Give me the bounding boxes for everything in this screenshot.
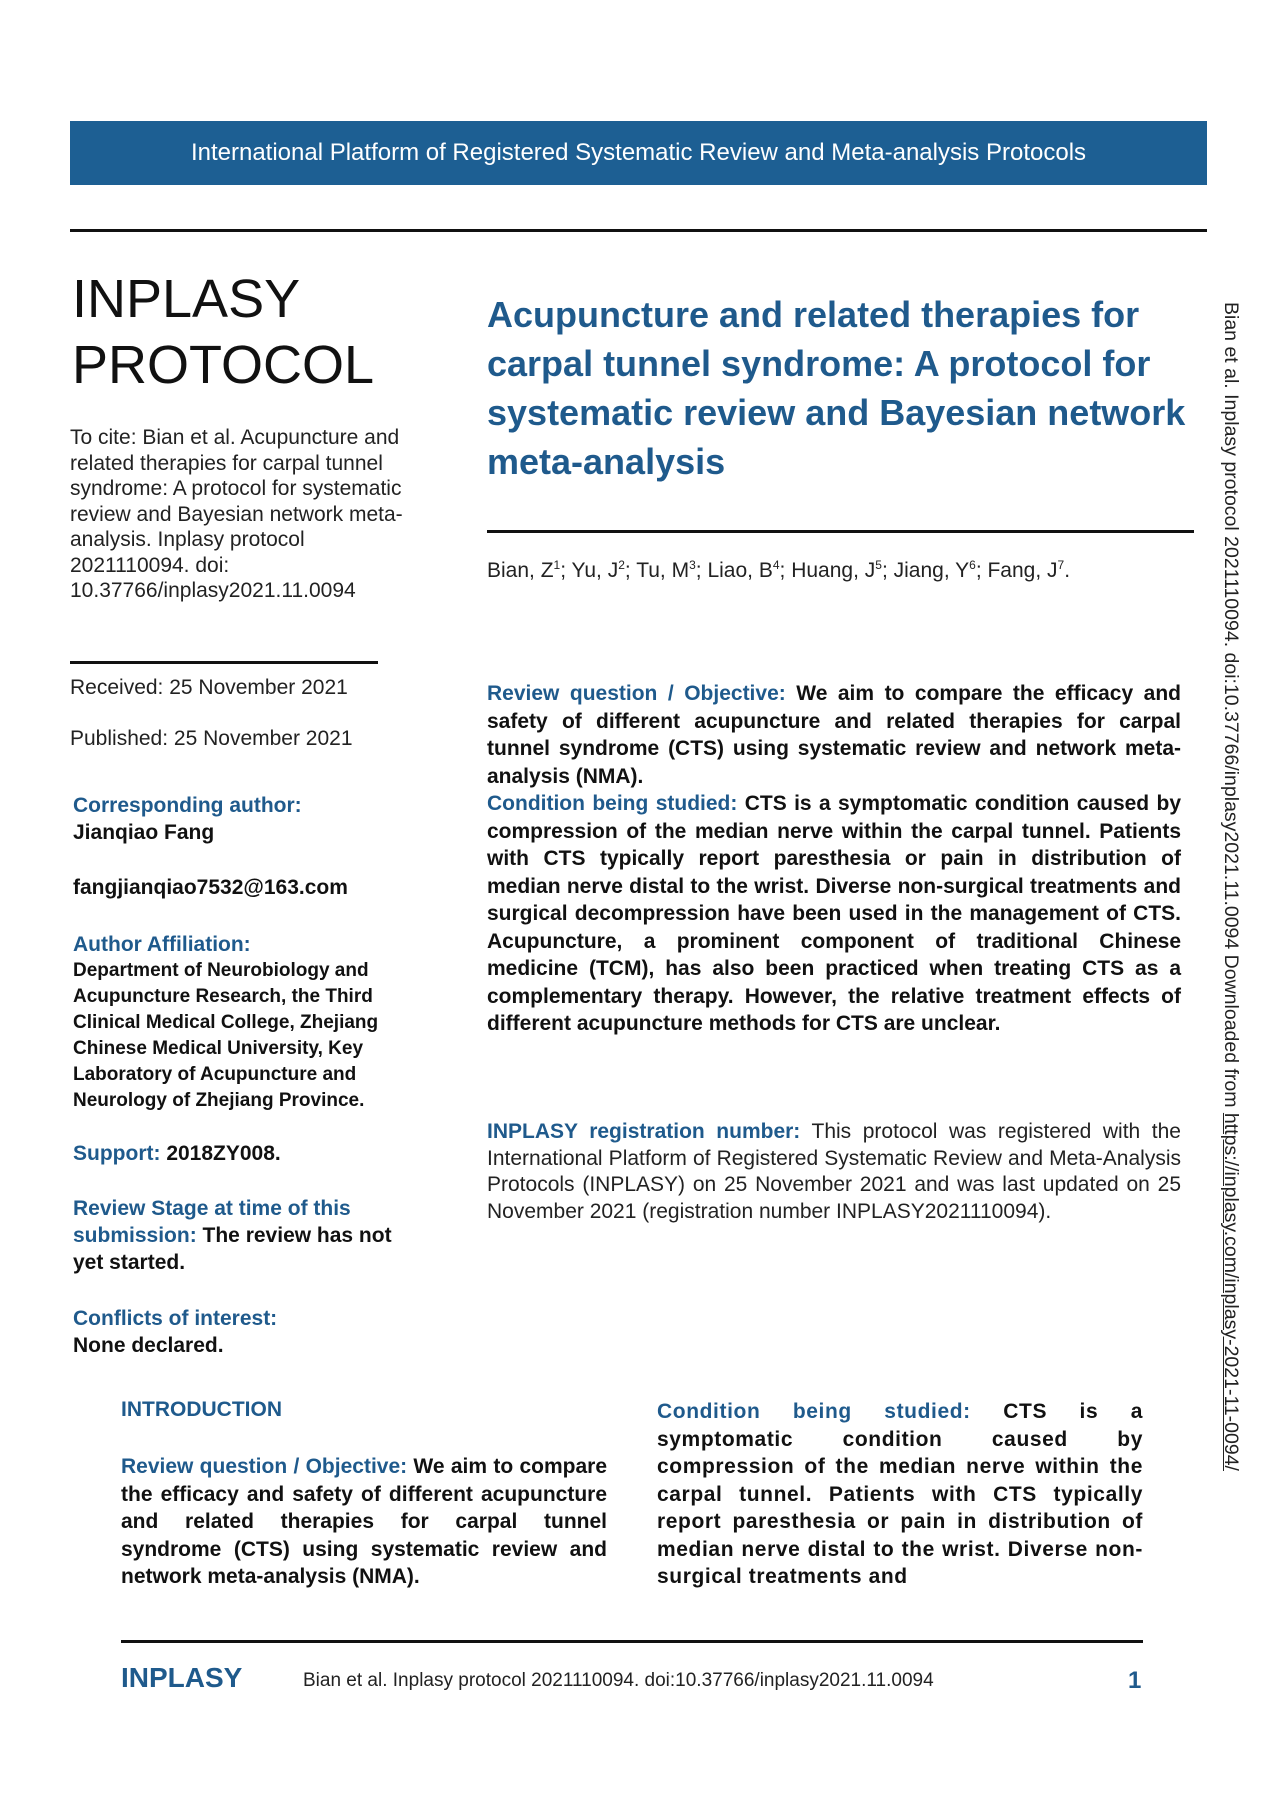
corresponding-author-label: Corresponding author: xyxy=(73,794,302,817)
author-name: Fang, J xyxy=(987,559,1058,582)
author-separator: ; xyxy=(975,559,988,582)
registration-label: INPLASY registration number: xyxy=(487,1120,801,1143)
abstract-condition xyxy=(487,790,1181,1038)
sidebar-text: Bian et al. Inplasy protocol 2021110094. doi:10.37766/inplasy2021.11.0094 Downloaded from xyxy=(1220,302,1242,1113)
review-stage-block xyxy=(73,1195,403,1276)
footer-rule xyxy=(121,1640,1143,1643)
received-date: Received: 25 November 2021 xyxy=(70,676,348,699)
sidebar-link[interactable]: https://inplasy.com/inplasy-2021-11-0094/ xyxy=(1220,1112,1242,1471)
logo-line-2: PROTOCOL xyxy=(72,335,375,395)
conflicts-label: Conflicts of interest: xyxy=(73,1307,278,1330)
review-stage-label: Review Stage at time of this submission: xyxy=(73,1197,351,1247)
intro-condition xyxy=(657,1398,1143,1591)
download-sidebar xyxy=(1219,302,1242,1471)
author-affiliation-number: 3 xyxy=(689,558,696,572)
header-rule xyxy=(70,229,1207,232)
footer-logo: INPLASY xyxy=(121,1662,243,1693)
logo-line-1: INPLASY xyxy=(72,269,301,329)
abstract-review-label: Review question / Objective: xyxy=(487,682,786,705)
author-name: Tu, M xyxy=(636,559,690,582)
author-affiliation-number: 7 xyxy=(1057,558,1065,572)
registration-paragraph xyxy=(487,1119,1181,1225)
title-rule xyxy=(487,530,1194,533)
conflicts-block xyxy=(73,1305,277,1359)
author-name: Jiang, Y xyxy=(893,559,970,582)
author-separator: ; xyxy=(779,559,792,582)
intro-condition-text: CTS is a symptomatic condition caused by compression of the median nerve within the carpal tunnel. Patients with CTS typically report paresthesia or pain in distribution of median nerve distal to the wrist. Diverse non-surgical treatments and xyxy=(657,1400,1143,1588)
footer-citation: Bian et al. Inplasy protocol 2021110094. doi:10.37766/inplasy2021.11.0094 xyxy=(303,1670,934,1691)
support-text: 2018ZY008. xyxy=(166,1142,281,1165)
author-name: Liao, B xyxy=(707,559,773,582)
author-affiliation-number: 4 xyxy=(772,558,780,572)
author-separator: ; xyxy=(624,559,637,582)
support-block xyxy=(73,1140,281,1167)
affiliation-label: Author Affiliation: xyxy=(73,933,251,956)
inplasy-protocol-logo xyxy=(72,266,374,398)
author-separator: ; xyxy=(695,559,708,582)
citation-rule xyxy=(70,661,378,664)
affiliation-text: Department of Neurobiology and Acupuncture Research, the Third Clinical Medical College, Zhejiang Chinese Medical University, Key Laboratory of Acupuncture and Neurology of Zhejiang Province. xyxy=(73,960,379,1111)
author-separator: ; xyxy=(881,559,894,582)
corresponding-author-email[interactable]: fangjianqiao7532@163.com xyxy=(73,876,348,899)
review-stage-text: The review has not yet started. xyxy=(73,1224,392,1274)
abstract-review-text: We aim to compare the efficacy and safety of different acupuncture and related therapies for carpal tunnel syndrome (CTS) using systematic review and network meta-analysis (NMA). xyxy=(487,682,1181,788)
corresponding-author-block xyxy=(73,792,348,901)
affiliation-block xyxy=(73,931,423,1114)
corresponding-author-name: Jianqiao Fang xyxy=(73,821,215,844)
intro-review-question xyxy=(121,1453,607,1591)
author-name: Yu, J xyxy=(571,559,619,582)
author-name: Huang, J xyxy=(791,559,876,582)
intro-review-label: Review question / Objective: xyxy=(121,1455,408,1478)
article-title: Acupuncture and related therapies for carpal tunnel syndrome: A protocol for systematic review and Bayesian network meta-analysis xyxy=(487,294,1186,482)
abstract-review-question xyxy=(487,680,1181,790)
author-affiliation-number: 1 xyxy=(553,558,561,572)
author-name: Bian, Z xyxy=(487,559,554,582)
introduction-heading: INTRODUCTION xyxy=(121,1398,282,1421)
citation-text: To cite: Bian et al. Acupuncture and related therapies for carpal tunnel syndrome: A protocol for systematic review and Bayesian network meta-analysis. Inplasy protocol 2021110094. doi: 10.37766/inplasy2021.11.0094 xyxy=(70,426,403,602)
author-separator: ; xyxy=(560,559,572,582)
conflicts-text: None declared. xyxy=(73,1334,224,1357)
author-affiliation-number: 2 xyxy=(618,558,625,572)
registration-text: This protocol was registered with the International Platform of Registered Systematic Review and Meta-Analysis Protocols (INPLASY) on 25 November 2021 and was last updated on 25 November 2021 (registration number INPLASY2021110094). xyxy=(487,1120,1181,1223)
author-affiliation-number: 5 xyxy=(875,558,882,572)
author-list xyxy=(487,558,1070,583)
intro-review-text: We aim to compare the efficacy and safety of different acupuncture and related therapies for carpal tunnel syndrome (CTS) using systematic review and network meta-analysis (NMA). xyxy=(121,1455,607,1588)
intro-condition-label: Condition being studied: xyxy=(657,1400,971,1423)
author-affiliation-number: 6 xyxy=(969,558,976,572)
abstract-condition-text: CTS is a symptomatic condition caused by compression of the median nerve within the carpal tunnel. Patients with CTS typically report paresthesia or pain in distribution of median nerve distal to the wrist. Diverse non-surgical treatments and surgical decompression have been used in the management of CTS. Acupuncture, a prominent component of traditional Chinese medicine (TCM), has also been practiced when treating CTS as a complementary therapy. However, the relative treatment effects of different acupuncture methods for CTS are unclear. xyxy=(487,792,1181,1035)
published-date: Published: 25 November 2021 xyxy=(70,727,353,750)
abstract-condition-label: Condition being studied: xyxy=(487,792,738,815)
abstract xyxy=(487,680,1181,1038)
journal-banner: International Platform of Registered Systematic Review and Meta-analysis Protocols xyxy=(70,121,1207,185)
page-number: 1 xyxy=(1128,1667,1142,1694)
support-label: Support: xyxy=(73,1142,161,1165)
author-separator: . xyxy=(1064,559,1071,582)
